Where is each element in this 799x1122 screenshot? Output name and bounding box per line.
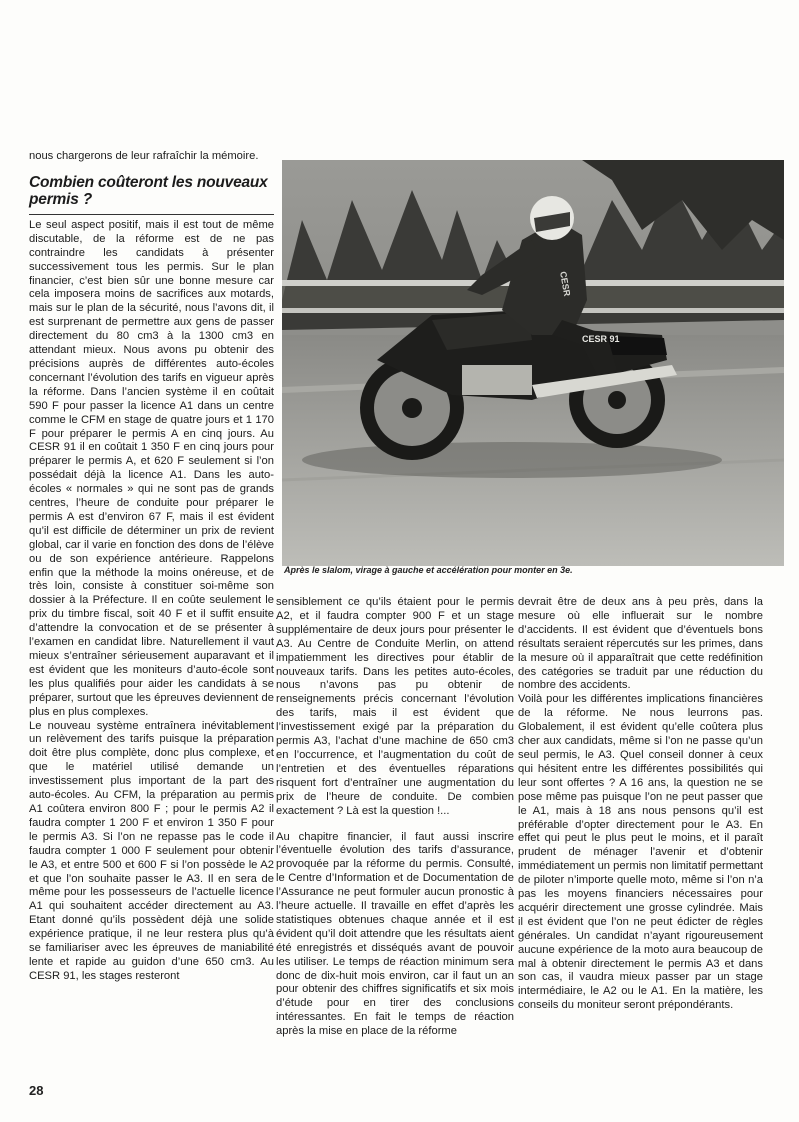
column3-paragraph-1: devrait être de deux ans à peu près, dans la mesure où elle influerait sur le nombre d’accidents. Il est évident que d’éventuels bons résultats seraient répercutés sur les primes, dans la mesure où il apparaîtrait que cette redéfinition des catégories se traduit par une réduction du nombre des accidents.	[518, 596, 763, 692]
column1-paragraph-2: Le nouveau système entraînera inévitablement un relèvement des tarifs puisque la préparation doit être plus complète, donc plus complexe, et que le matériel utilisé demande un investissement plus important de la part des auto-écoles. Au CFM, la préparation au permis A1 coûtera environ 800 F ; pour le permis A2 il faudra compter 1 200 F et environ 1 350 F pour le permis A3. Si l’on ne repasse pas le code il faudra compter 1 000 F seulement pour obtenir le A3, et entre 500 et 600 F si l’on possède le A2 et que l’on souhaite passer le A3. Il en sera de même pour les possesseurs de l’actuelle licence A1 qui souhaitent accéder directement au A3. Etant donné qu’ils possèdent déjà une solide expérience pratique, il ne leur restera plus qu’à se familiariser avec les épreuves de maniabilité lente et rapide au guidon d’une 650 cm3. Au CESR 91, les stages resteront	[29, 719, 274, 982]
column2-paragraph-1: sensiblement ce qu’ils étaient pour le permis A2, et il faudra compter 900 F et un stage supplémentaire de deux jours pour présenter le A3. Au Centre de Conduite Merlin, on attend impatiemment les directives pour établir de nouveaux tarifs. Dans les petites auto-écoles, nous n’avons pas pu obtenir de renseignements précis concernant l’évolution des tarifs, mais il est évident que l’investissement exigé par la préparation du permis A3, l’achat d’une machine de 650 cm3 en l’occurrence, et l’augmentation du coût de l’entretien et des éventuelles réparations risquent fort d’entraîner une augmentation du prix de l’heure de conduite. De combien exactement ? Là est la question !...	[276, 596, 514, 817]
article-column-2	[276, 596, 514, 1039]
fairing-text: CESR 91	[582, 334, 620, 344]
motorcycle-photo	[282, 160, 784, 566]
motorcycle-rider-illustration	[282, 160, 784, 566]
article-column-3	[518, 596, 763, 1013]
intro-paragraph: nous chargerons de leur rafraîchir la mémoire.	[29, 150, 259, 162]
photo-caption: Après le slalom, virage à gauche et accélération pour monter en 3e.	[284, 565, 573, 575]
column3-paragraph-2: Voilà pour les différentes implications financières de la réforme. Ne nous leurrons pas. Globalement, il est évident qu’elle coûtera plus cher aux candidats, même si l’on ne passe qu’un seul permis, le A3. Quel conseil donner à ceux qui hésitent entre les différentes possibilités qui leur sont offertes ? A 16 ans, la question ne se pose même pas puisque l’on ne peut passer que le A1, mais à 18 ans nous pensons qu’il est préférable d’opter directement pour le A3. En effet qui peut le plus peut le moins, et il paraît prudent de ménager l’avenir et d’obtenir immédiatement un permis non limitatif permettant de piloter n’importe quelle moto, même si l’on n’a pas les moyens financiers nécessaires pour acquérir directement une grosse cylindrée. Mais il est évident que l’on ne peut édicter de règles générales. Un candidat n’ayant rigoureusement aucune expérience de la moto aura beaucoup de mal à obtenir directement le permis A3 et dans son cas, il vaudra mieux passer par un stage intermédiaire, le A2 ou le A1. En la matière, les conseils du moniteur seront prépondérants.	[518, 693, 763, 1012]
page-number: 28	[29, 1083, 44, 1098]
rider-jacket-text: CESR	[558, 270, 573, 297]
article-column-1	[29, 150, 274, 984]
column2-paragraph-2: Au chapitre financier, il faut aussi inscrire l’éventuelle évolution des tarifs d’assurance, provoquée par la réforme du permis. Consulté, le Centre d’Information et de Documentation de l’Assurance ne peut formuler aucun pronostic à l’heure actuelle. Il travaille en effet d’après les statistiques obtenues chaque année et il est évident qu’il doit attendre que les résultats aient été enregistrés et disséqués avant de pouvoir les utiliser. Le temps de réaction minimum sera donc de dix-huit mois environ, car il faut un an pour obtenir des chiffres significatifs et six mois d’étude pour en tirer des conclusions intéressantes. En fait le temps de réaction après la mise en place de la réforme	[276, 830, 514, 1038]
paragraph-spacer	[276, 819, 514, 831]
column1-paragraph-1: Le seul aspect positif, mais il est tout de même discutable, de la réforme est de ne pas contraindre les candidats à présenter successivement tous les permis. Sur le plan financier, c’est bien sûr une bonne mesure car cela imposera moins de sacrifices aux motards, mais sur le plan de la sécurité, nous l’avons dit, il est surprenant de permettre aux gens de passer directement du 80 cm3 à la 1300 cm3 en attendant mieux. Nous avons pu obtenir des précisions auprès de différentes auto-écoles concernant l’évolution des tarifs en vigueur après la réforme. Dans l’ancien système il en coûtait 590 F pour passer la licence A1 dans un centre comme le CFM en stage de quatre jours et 1 170 F pour préparer le permis A en cinq jours. Au CESR 91 il en coûtait 1 350 F en cinq jours pour préparer le permis A, et 620 F seulement si l’on possédait déjà la licence A1. Dans les auto-écoles « normales » qui ne sont pas de grands centres, l’heure de conduite pour préparer le permis A est d’environ 67 F, mais il est évident qu’il est difficile de déterminer un prix de revient global, car il varie en fonction des dons de l’élève ou de son expérience antérieure. Rappelons enfin que la méthode la moins onéreuse, et de très loin, consiste à constituer soi-même son dossier à la Préfecture. Il en coûte seulement le prix du timbre fiscal, soit 40 F et il suffit ensuite d’attendre la convocation et de se présenter à l’examen en candidat libre. Naturellement il vaut mieux s’entraîner sérieusement auparavant et il est évident que les moniteurs d’auto-école sont les plus qualifiés pour aider les candidats à se préparer, surtout que les épreuves deviennent de plus en plus complexes.	[29, 218, 274, 718]
section-heading: Combien coûteront les nouveaux permis ?	[29, 174, 274, 215]
